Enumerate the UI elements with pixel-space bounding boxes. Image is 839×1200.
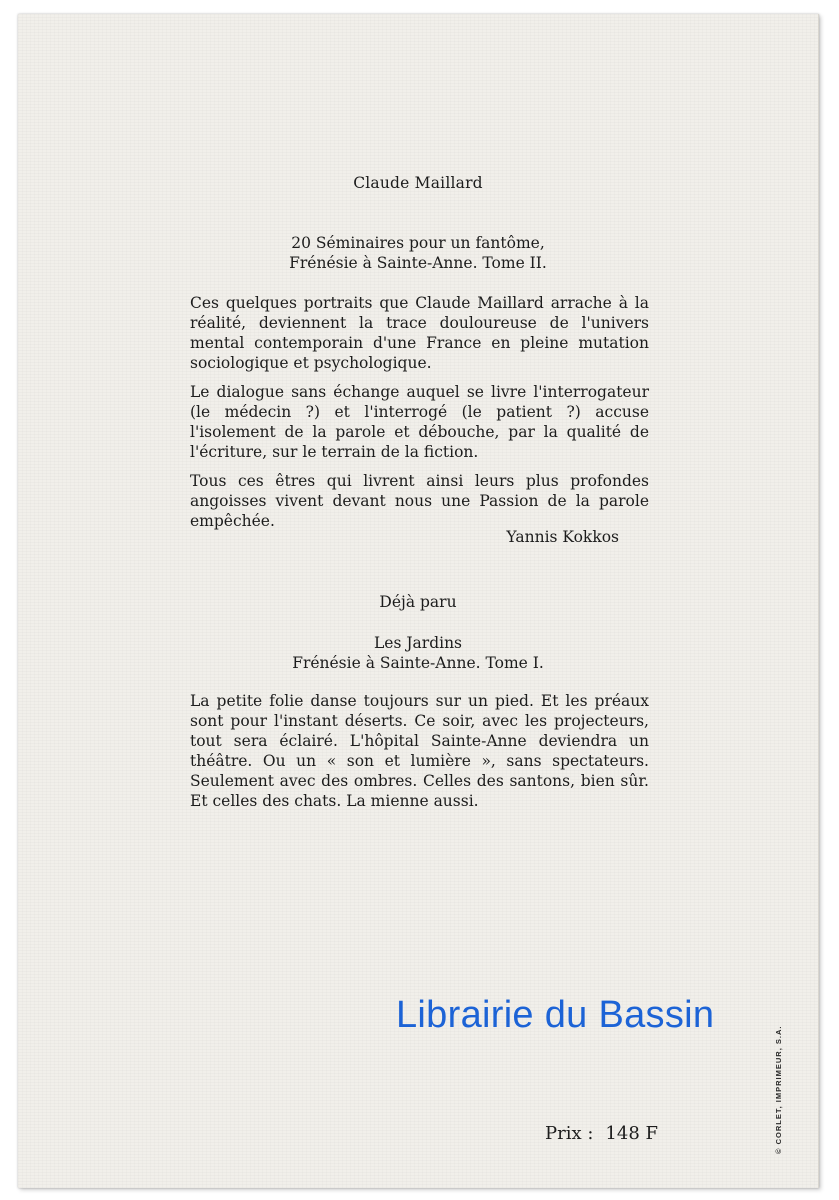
book-title bbox=[18, 233, 818, 273]
previous-book-excerpt bbox=[190, 691, 649, 820]
blurb-signature: Yannis Kokkos bbox=[506, 528, 619, 546]
previous-title-line-1: Les Jardins bbox=[373, 634, 463, 652]
blurb-paragraph-3: Tous ces êtres qui livrent ainsi leurs plus profondes angoisses vivent devant nous une Passion de la parole empêchée. bbox=[190, 472, 649, 530]
bookshop-watermark: Librairie du Bassin bbox=[396, 994, 715, 1036]
blurb-paragraph-2: Le dialogue sans échange auquel se livre l'interrogateur (le médecin ?) et l'interrogé (le patient ?) accuse l'isolement de la parole et débouche, par la qualité de l'écriture, sur le terrain de la fiction. bbox=[190, 383, 649, 461]
book-title-line-2: Frénésie à Sainte-Anne. Tome II. bbox=[289, 254, 547, 272]
printer-credit: © CORLET, IMPRIMEUR, S.A. bbox=[774, 1025, 783, 1154]
already-published-heading: Déjà paru bbox=[379, 593, 457, 611]
excerpt-text: La petite folie danse toujours sur un pied. Et les préaux sont pour l'instant déserts. Ce soir, avec les projecteurs, tout sera éclairé. L'hôpital Sainte-Anne deviendra un théâtre. Ou un « son et lumière », sans spectateurs. Seulement avec des ombres. Celles des santons, bien sûr. Et celles des chats. La mienne aussi. bbox=[190, 692, 649, 810]
previous-title-line-2: Frénésie à Sainte-Anne. Tome I. bbox=[292, 654, 544, 672]
previous-book-title bbox=[18, 633, 818, 673]
price bbox=[545, 1123, 658, 1144]
blurb-paragraph-1: Ces quelques portraits que Claude Maillard arrache à la réalité, deviennent la trace douloureuse de l'univers mental contemporain d'une France en pleine mutation sociologique et psychologique. bbox=[190, 294, 649, 372]
book-title-line-1: 20 Séminaires pour un fantôme, bbox=[291, 234, 545, 252]
price-label: Prix : bbox=[545, 1123, 594, 1144]
price-value: 148 F bbox=[605, 1123, 658, 1144]
blurb bbox=[190, 293, 649, 540]
author-name: Claude Maillard bbox=[353, 174, 483, 192]
